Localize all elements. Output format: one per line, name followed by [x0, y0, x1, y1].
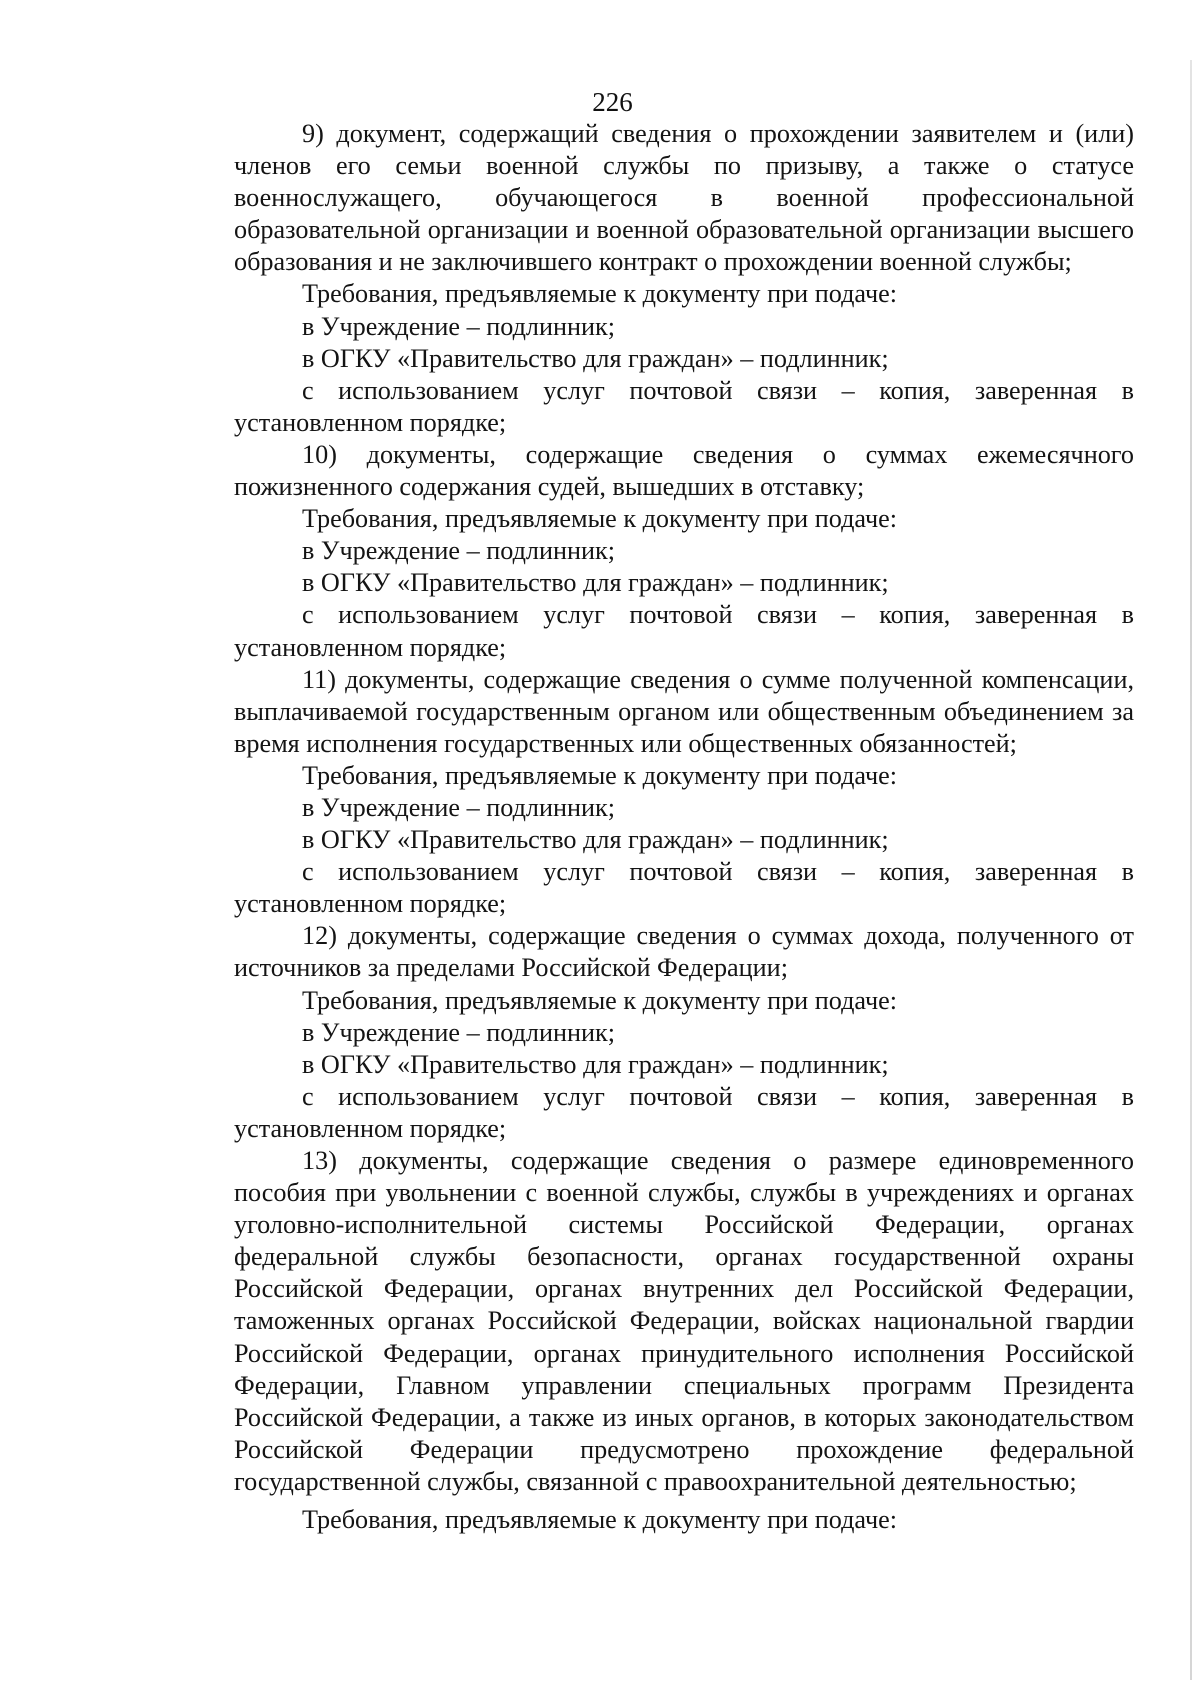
- paragraph-item-9: 9) документ, содержащий сведения о прохождении заявителем и (или) членов его семьи военной службы по призыву, а также о статусе военнослужащего, обучающегося в военной профессиональной образовательной организации и военной образовательной организации высшего образования и не заключившего контракт о прохождении военной службы;: [234, 119, 1134, 277]
- requirement-ogku: в ОГКУ «Правительство для граждан» – подлинник;: [302, 343, 889, 373]
- page-number: 226: [592, 87, 633, 117]
- paragraph-item-13: 13) документы, содержащие сведения о размере единовременного пособия при увольнении с военной службы, службы в учреждениях и органах уголовно-исполнительной системы Российской Федерации, органах федеральной службы безопасности, органах государственной охраны Российской Федерации, органах внутренних дел Российской Федерации, таможенных органах Российской Федерации, войсках национальной гвардии Российской Федерации, органах принудительного исполнения Российской Федерации, Главном управлении специальных программ Президента Российской Федерации, а также из иных органов, в которых законодательством Российской Федерации предусмотрено прохождение федеральной государственной службы, связанной с правоохранительной деятельностью;: [234, 1146, 1134, 1496]
- requirement-institution: в Учреждение – подлинник;: [302, 1017, 616, 1047]
- requirement-ogku: в ОГКУ «Правительство для граждан» – подлинник;: [302, 825, 889, 855]
- requirements-heading: Требования, предъявляемые к документу при подаче:: [302, 1505, 898, 1535]
- requirements-heading: Требования, предъявляемые к документу при подаче:: [302, 985, 898, 1015]
- document-body: [234, 118, 1134, 1536]
- paragraph-item-10: 10) документы, содержащие сведения о суммах ежемесячного пожизненного содержания судей, вышедших в отставку;: [234, 439, 1134, 502]
- paragraph-item-12: 12) документы, содержащие сведения о суммах дохода, полученного от источников за пределами Российской Федерации;: [234, 921, 1134, 983]
- requirement-postal: с использованием услуг почтовой связи – копия, заверенная в установленном порядке;: [234, 857, 1134, 919]
- requirement-postal: с использованием услуг почтовой связи – копия, заверенная в установленном порядке;: [234, 600, 1134, 662]
- requirement-postal: с использованием услуг почтовой связи – копия, заверенная в установленном порядке;: [234, 375, 1134, 437]
- requirements-heading: Требования, предъявляемые к документу при подаче:: [302, 504, 898, 534]
- requirement-institution: в Учреждение – подлинник;: [302, 792, 616, 822]
- requirement-postal: с использованием услуг почтовой связи – копия, заверенная в установленном порядке;: [234, 1081, 1134, 1143]
- requirement-institution: в Учреждение – подлинник;: [302, 536, 616, 566]
- requirement-ogku: в ОГКУ «Правительство для граждан» – подлинник;: [302, 568, 889, 598]
- paragraph-item-11: 11) документы, содержащие сведения о сумме полученной компенсации, выплачиваемой государственным органом или общественным объединением за время исполнения государственных или общественных обязанностей;: [234, 664, 1134, 758]
- requirement-ogku: в ОГКУ «Правительство для граждан» – подлинник;: [302, 1049, 889, 1079]
- requirements-heading: Требования, предъявляемые к документу при подаче:: [302, 760, 898, 790]
- requirements-heading: Требования, предъявляемые к документу при подаче:: [302, 279, 898, 309]
- scan-edge-shadow: [1190, 60, 1192, 1680]
- requirement-institution: в Учреждение – подлинник;: [302, 311, 616, 341]
